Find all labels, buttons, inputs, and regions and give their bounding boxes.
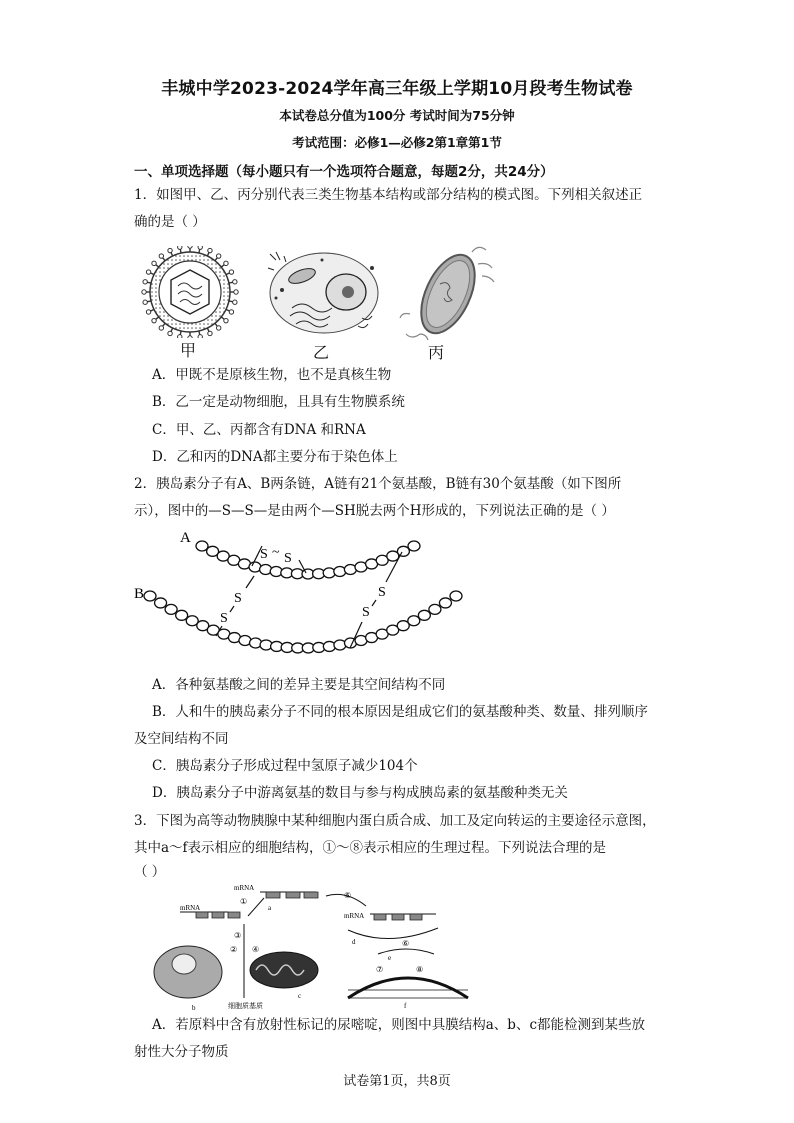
disulfide-s: S: [234, 591, 242, 606]
process-1: ①: [240, 897, 248, 906]
amino-acid-bead: [155, 598, 167, 608]
fig-label-bing: 丙: [428, 343, 445, 362]
chain-a-label: A: [180, 530, 191, 546]
q2-stem-line1: 2．胰岛素分子有A、B两条链，A链有21个氨基酸，B链有30个氨基酸（如下图所: [134, 476, 622, 492]
amino-acid-bead: [418, 610, 430, 620]
disulfide-s: S: [220, 611, 228, 626]
amino-acid-bead: [196, 541, 208, 551]
process-6: ⑥: [402, 939, 410, 948]
page-footer: 试卷第1页，共8页: [343, 1074, 451, 1089]
mrna-label: mRNA: [180, 904, 201, 912]
amino-acid-bead: [165, 604, 177, 614]
amino-acid-bead: [450, 591, 462, 601]
process-7: ⑦: [376, 965, 384, 974]
label-f: f: [404, 1002, 407, 1010]
amino-acid-bead: [408, 616, 420, 626]
chain-a: [196, 541, 420, 579]
chain-b-label: B: [134, 586, 145, 602]
bacterium-figure: [398, 244, 498, 344]
amino-acid-bead: [429, 604, 441, 614]
amino-acid-bead: [439, 598, 451, 608]
exam-info-score-time: 本试卷总分值为100分 考试时间为75分钟: [279, 108, 515, 123]
cytosol-label: 细胞质基质: [228, 1002, 263, 1010]
mrna-label: mRNA: [234, 884, 255, 892]
section-title: 一、单项选择题（每小题只有一个选项符合题意，每题2分，共24分）: [134, 164, 554, 180]
q1-stem-line1: 1．如图甲、乙、丙分别代表三类生物基本结构或部分结构的模式图。下列相关叙述正: [134, 187, 643, 203]
process-8: ⑧: [416, 965, 424, 974]
label-a: a: [268, 904, 272, 912]
q2-option-c: C．胰岛素分子形成过程中氢原子减少104个: [152, 758, 418, 774]
exam-title: 丰城中学2023-2024学年高三年级上学期10月段考生物试卷: [161, 79, 633, 99]
q2-option-d: D．胰岛素分子中游离氨基的数目与参与构成胰岛素的氨基酸种类无关: [152, 785, 568, 801]
chain-b: [144, 591, 462, 653]
disulfide-s: S: [362, 605, 370, 620]
q1-stem-line2: 确的是（ ）: [134, 214, 206, 230]
q2-option-b: B．人和牛的胰岛素分子不同的根本原因是组成它们的氨基酸种类、数量、排列顺序: [152, 704, 648, 720]
q3-stem-line2: 其中a～f表示相应的细胞结构，①～⑧表示相应的生理过程。下列说法合理的是: [134, 840, 607, 856]
animal-cell-figure: [262, 248, 382, 338]
protein-pathway-figure: [148, 880, 478, 1012]
insulin-figure: [134, 526, 474, 676]
q3-option-a: A．若原料中含有放射性标记的尿嘧啶，则图中具膜结构a、b、c都能检测到某些放: [152, 1017, 645, 1033]
mrna-label: mRNA: [344, 912, 365, 920]
fig-label-jia: 甲: [180, 341, 197, 360]
process-4: ④: [252, 945, 260, 954]
q3-stem-line1: 3．下图为高等动物胰腺中某种细胞内蛋白质合成、加工及定向转运的主要途径示意图，: [134, 813, 656, 829]
q3-option-a-cont: 射性大分子物质: [134, 1044, 229, 1060]
process-5: ⑤: [344, 891, 352, 900]
q2-option-b-cont: 及空间结构不同: [134, 731, 229, 747]
q3-stem-line3: （ ）: [134, 864, 166, 880]
q1-option-a: A．甲既不是原核生物，也不是真核生物: [152, 367, 392, 383]
amino-acid-bead: [397, 546, 409, 556]
amino-acid-bead: [144, 591, 156, 601]
q2-stem-line2: 示），图中的—S—S—是由两个—SH脱去两个H形成的，下列说法正确的是（ ）: [134, 503, 615, 519]
q1-option-d: D．乙和丙的DNA都主要分布于染色体上: [152, 449, 398, 465]
amino-acid-bead: [176, 610, 188, 620]
process-2: ②: [230, 945, 238, 954]
virus-figure: [134, 246, 246, 338]
label-c: c: [298, 992, 302, 1000]
amino-acid-bead: [408, 541, 420, 551]
process-3: ③: [234, 931, 242, 940]
exam-info-scope: 考试范围：必修1—必修2第1章第1节: [292, 135, 502, 150]
fig-label-yi: 乙: [313, 343, 330, 362]
svg-text:~: ~: [272, 545, 280, 560]
q2-option-a: A．各种氨基酸之间的差异主要是其空间结构不同: [152, 677, 446, 693]
q1-option-c: C．甲、乙、丙都含有DNA 和RNA: [152, 422, 366, 438]
label-b: b: [192, 1004, 196, 1012]
label-e: e: [388, 954, 392, 962]
q1-option-b: B．乙一定是动物细胞，且具有生物膜系统: [152, 394, 405, 410]
disulfide-s: S: [378, 585, 386, 600]
disulfide-s: S: [284, 551, 292, 566]
label-d: d: [352, 938, 356, 946]
disulfide-s: S: [260, 547, 268, 562]
